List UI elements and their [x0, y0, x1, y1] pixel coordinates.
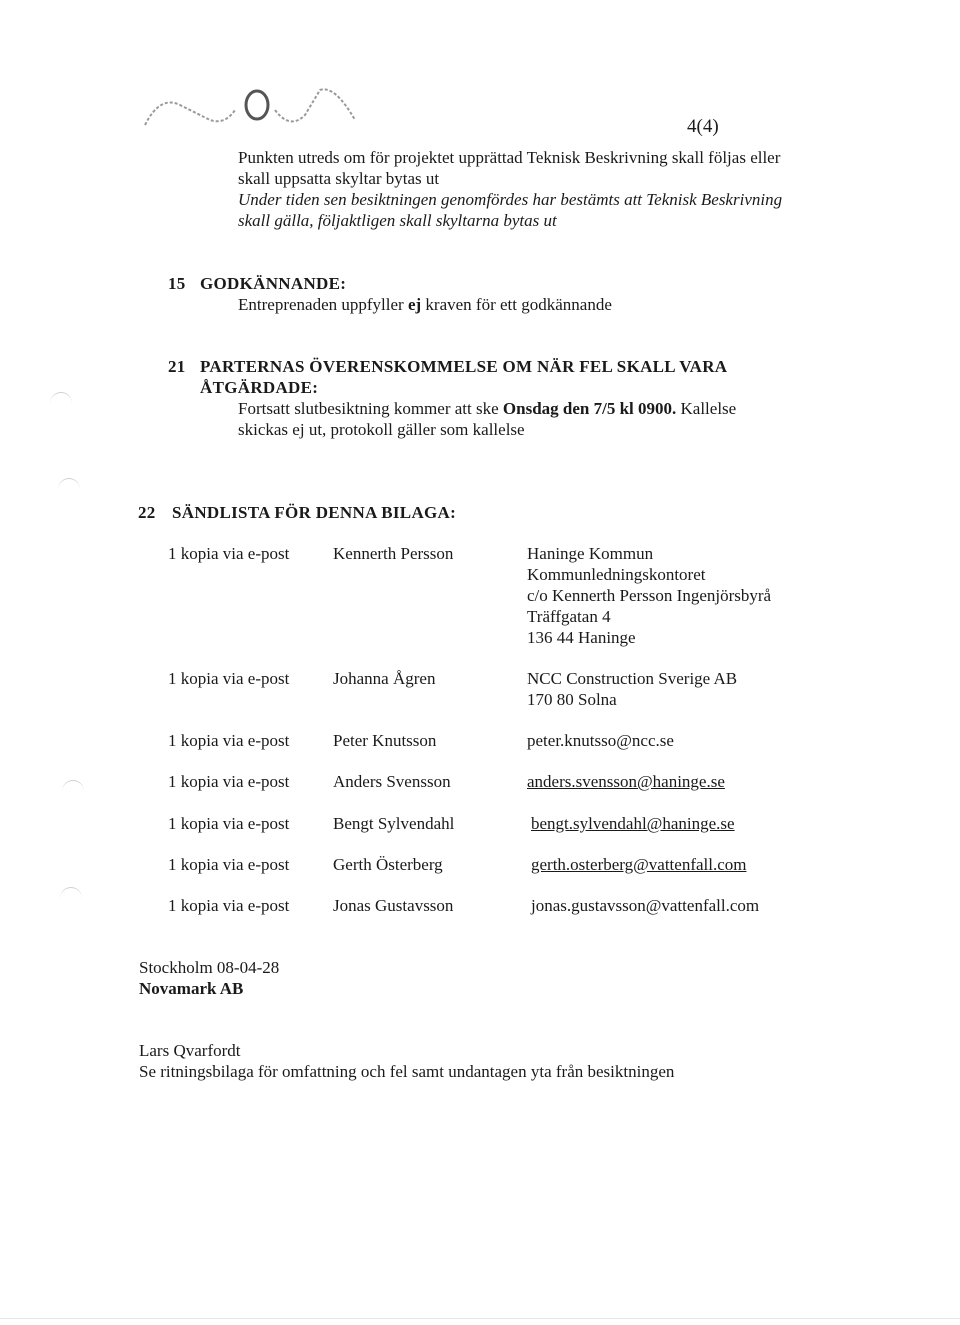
recipient-method: 1 kopia via e-post [168, 544, 290, 563]
footer-note: Se ritningsbilaga för omfattning och fel samt undantagen yta från besiktningen [139, 1062, 675, 1081]
scan-mark [58, 478, 80, 501]
recipient-email: peter.knutsso@ncc.se [527, 731, 674, 750]
recipient-name: Bengt Sylvendahl [333, 814, 455, 833]
recipient-email-link[interactable]: anders.svensson@haninge.se [527, 772, 725, 791]
recipient-method: 1 kopia via e-post [168, 896, 290, 915]
section-15-title: GODKÄNNANDE: [200, 274, 347, 293]
recipient-detail: Kommunledningskontoret [527, 565, 706, 584]
section-21-text-1: Fortsatt slutbesiktning kommer att ske Onsdag den 7/5 kl 0900. Kallelse [238, 399, 737, 418]
recipient-method: 1 kopia via e-post [168, 772, 290, 791]
section-21-title-1: PARTERNAS ÖVERENSKOMMELSE OM NÄR FEL SKALL VARA [200, 357, 728, 376]
logo-wave-left [145, 103, 235, 126]
recipient-name: Johanna Ågren [333, 669, 436, 688]
recipient-method: 1 kopia via e-post [168, 814, 290, 833]
recipient-method: 1 kopia via e-post [168, 669, 290, 688]
scan-mark [50, 392, 72, 415]
section-21-date: Onsdag den 7/5 kl 0900. [502, 399, 677, 418]
section-15-emphasis: ej [407, 295, 422, 314]
novamark-logo [140, 80, 360, 140]
section-21-text-2: skickas ej ut, protokoll gäller som kallelse [238, 420, 525, 439]
intro-line-1: Punkten utreds om för projektet upprättad Teknisk Beskrivning skall följas eller [238, 148, 781, 167]
recipient-detail: NCC Construction Sverige AB [527, 669, 738, 688]
section-15-text: Entreprenaden uppfyller ej kraven för ett godkännande [238, 295, 612, 314]
recipient-detail: 136 44 Haninge [527, 628, 636, 647]
section-21-title-2: ÅTGÄRDADE: [200, 378, 319, 397]
signer-name: Lars Qvarfordt [139, 1041, 241, 1060]
company-name: Novamark AB [139, 979, 244, 998]
recipient-name: Gerth Österberg [333, 855, 443, 874]
recipient-email: jonas.gustavsson@vattenfall.com [531, 896, 760, 915]
page-bottom-rule [0, 1318, 960, 1319]
section-22-number: 22 [138, 503, 156, 522]
recipient-detail: c/o Kennerth Persson Ingenjörsbyrå [527, 586, 772, 605]
recipient-detail: Träffgatan 4 [527, 607, 611, 626]
place-date: Stockholm 08-04-28 [139, 958, 280, 977]
recipient-email-link[interactable]: bengt.sylvendahl@haninge.se [531, 814, 735, 833]
recipient-name: Anders Svensson [333, 772, 451, 791]
logo-wave-right [275, 89, 355, 121]
recipient-detail: Haninge Kommun [527, 544, 654, 563]
recipient-email-link[interactable]: gerth.osterberg@vattenfall.com [531, 855, 747, 874]
recipient-method: 1 kopia via e-post [168, 855, 290, 874]
recipient-name: Jonas Gustavsson [333, 896, 454, 915]
section-21-number: 21 [168, 357, 186, 376]
page-number: 4(4) [687, 116, 719, 137]
intro-line-2: skall uppsatta skyltar bytas ut [238, 169, 440, 188]
recipient-detail: 170 80 Solna [527, 690, 617, 709]
scan-mark [60, 887, 82, 910]
logo-circle [246, 91, 268, 119]
intro-italic-line-2: skall gälla, följaktligen skall skyltarna bytas ut [238, 211, 557, 230]
scan-mark [62, 780, 84, 803]
section-15-number: 15 [168, 274, 186, 293]
recipient-name: Kennerth Persson [333, 544, 454, 563]
section-22-title: SÄNDLISTA FÖR DENNA BILAGA: [172, 503, 457, 522]
recipient-name: Peter Knutsson [333, 731, 437, 750]
intro-italic-line-1: Under tiden sen besiktningen genomfördes har bestämts att Teknisk Beskrivning [238, 190, 783, 209]
recipient-method: 1 kopia via e-post [168, 731, 290, 750]
